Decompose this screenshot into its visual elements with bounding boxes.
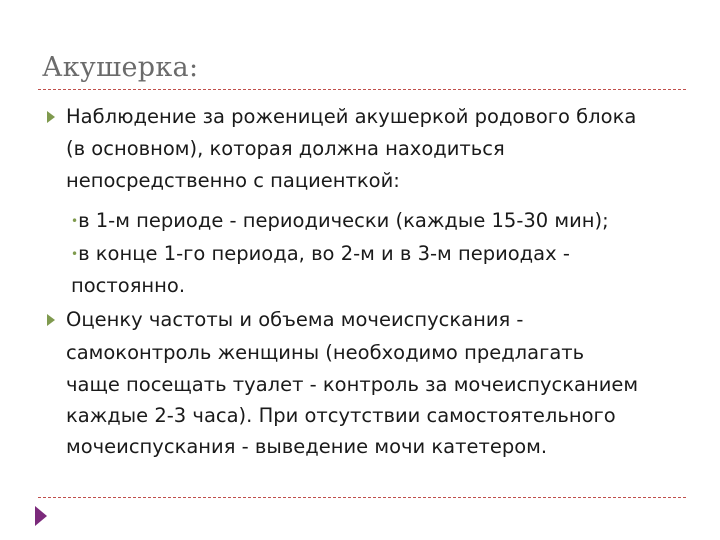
sub-bullet-dot-icon: •	[71, 247, 79, 261]
sub-item-1	[71, 211, 609, 231]
footer-marker-icon	[35, 506, 47, 526]
bullet-2-line-3: чаще посещать туалет - контроль за мочеиспусканием	[66, 373, 639, 396]
sub-item-1-text: в 1-м периоде - периодически (каждые 15-30 мин);	[78, 209, 609, 232]
sub-item-2-continuation: постоянно.	[71, 274, 186, 297]
bullet-1-line-1: Наблюдение за роженицей акушеркой родового блока	[66, 105, 637, 128]
sub-item-2	[71, 244, 570, 264]
bullet-1-line-3: непосредственно с пациенткой:	[66, 169, 400, 192]
bullet-2-line-1: Оценку частоты и объема мочеиспускания -	[66, 308, 524, 331]
footer-divider	[38, 497, 686, 498]
bullet-arrow-icon	[47, 314, 55, 326]
bullet-1-line-2: (в основном), которая должна находиться	[66, 137, 505, 160]
bullet-arrow-icon	[47, 111, 55, 123]
bullet-2-line-4: каждые 2-3 часа). При отсутствии самостоятельного	[66, 404, 616, 427]
bullet-2-line-2: самоконтроль женщины (необходимо предлагать	[66, 341, 585, 364]
sub-bullet-dot-icon: •	[71, 214, 79, 228]
sub-item-2-text: в конце 1-го периода, во 2-м и в 3-м периодах -	[78, 242, 570, 265]
bullet-2-line-5: мочеиспускания - выведение мочи катетером.	[66, 435, 548, 458]
slide-title: Акушерка:	[42, 52, 199, 83]
